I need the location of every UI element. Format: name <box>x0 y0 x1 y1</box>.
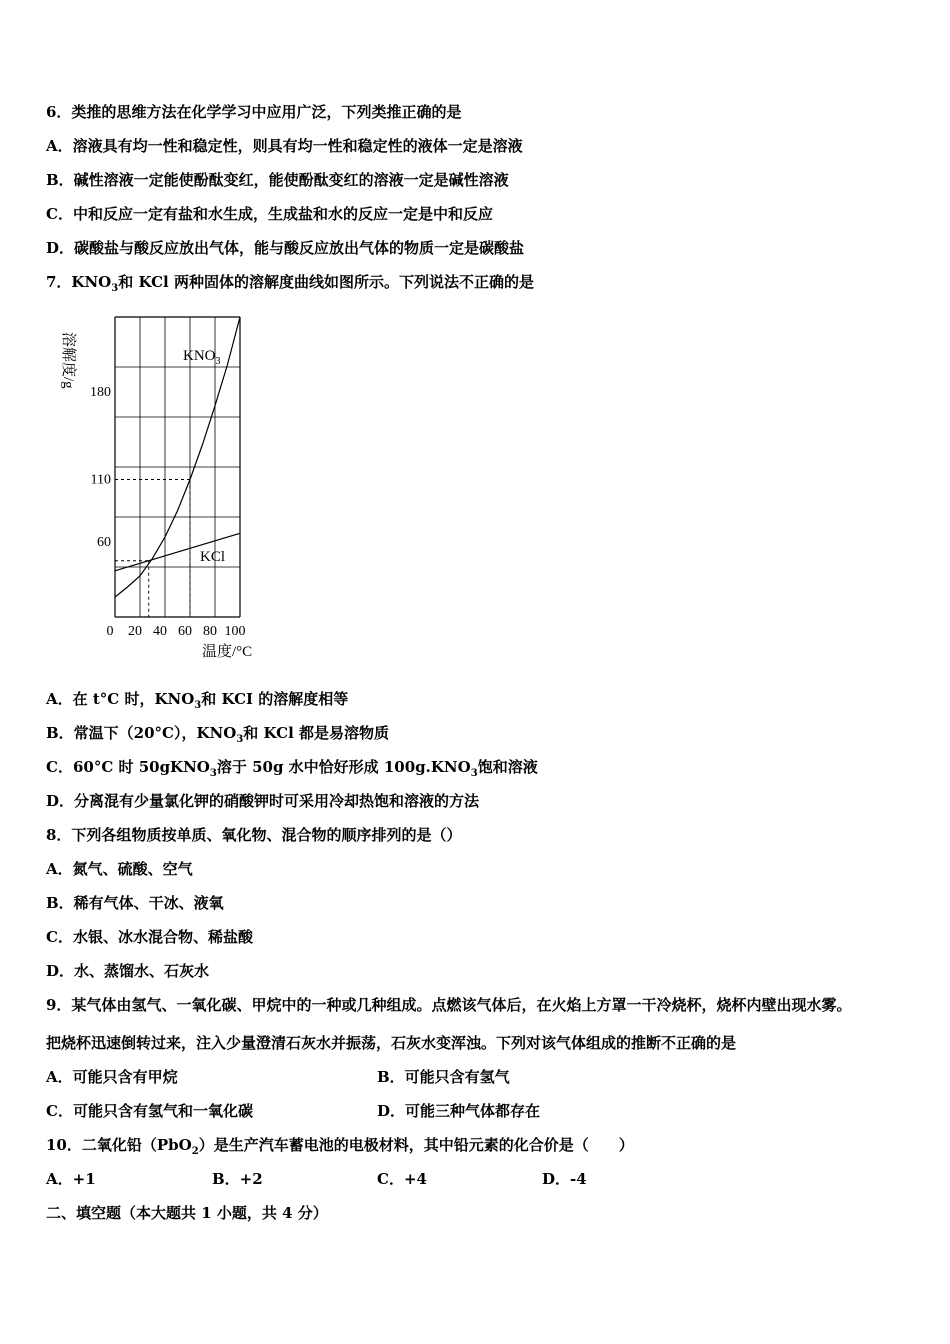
q7-c-part2: 溶于 50g 水中恰好形成 100g.KNO <box>216 758 471 776</box>
q10-stem-part1: 10．二氧化铅（PbO <box>46 1136 192 1154</box>
q7-stem-suffix: 和 KCl 两种固体的溶解度曲线如图所示。下列说法不正确的是 <box>118 273 534 291</box>
q9-option-d: D．可能三种气体都存在 <box>377 1102 541 1120</box>
q9-stem-line2: 把烧杯迅速倒转过来，注入少量澄清石灰水并振荡，石灰水变浑浊。下列对该气体组成的推断不正确的是 <box>46 1034 737 1052</box>
section-2-heading: 二、填空题（本大题共 1 小题，共 4 分） <box>46 1204 328 1222</box>
q10-option-c: C．+4 <box>377 1170 427 1188</box>
q6-option-b: B．碱性溶液一定能使酚酞变红，能使酚酞变红的溶液一定是碱性溶液 <box>46 171 509 189</box>
y-tick-label: 60 <box>97 535 111 550</box>
q8-option-b: B．稀有气体、干冰、液氧 <box>46 894 224 912</box>
q7-option-a <box>46 689 348 709</box>
q7-a-sub: 3 <box>194 700 202 711</box>
q7-b-part1: B．常温下（20°C），KNO <box>46 724 237 742</box>
q7-stem <box>46 272 534 292</box>
q6-stem: 6．类推的思维方法在化学学习中应用广泛，下列类推正确的是 <box>46 103 462 121</box>
series-label-kno3: $KNO_3$ <box>183 348 221 367</box>
q7-c-sub1: 3 <box>209 768 217 779</box>
q8-option-a: A．氮气、硫酸、空气 <box>46 860 193 878</box>
q10-stem-sub: 2 <box>191 1146 199 1157</box>
y-tick-label: 180 <box>90 385 111 400</box>
q6-option-d: D．碳酸盐与酸反应放出气体，能与酸反应放出气体的物质一定是碳酸盐 <box>46 239 525 257</box>
q8-option-d: D．水、蒸馏水、石灰水 <box>46 962 210 980</box>
q7-b-sub: 3 <box>236 734 244 745</box>
q10-stem <box>46 1135 634 1155</box>
q7-c-sub2: 3 <box>470 768 478 779</box>
y-axis-label: 溶解度/g <box>60 332 76 389</box>
q7-c-part1: C．60°C 时 50gKNO <box>46 758 210 776</box>
q6-option-c: C．中和反应一定有盐和水生成，生成盐和水的反应一定是中和反应 <box>46 205 493 223</box>
x-tick-label: 80 <box>203 624 217 639</box>
chart-grid <box>115 317 240 617</box>
x-tick-label: 100 <box>224 624 246 639</box>
q9-option-a: A．可能只含有甲烷 <box>46 1068 178 1086</box>
x-tick-label: 20 <box>128 624 142 639</box>
q6-option-a: A．溶液具有均一性和稳定性，则具有均一性和稳定性的液体一定是溶液 <box>46 137 523 155</box>
q7-stem-prefix: 7．KNO <box>46 273 112 291</box>
solubility-chart <box>40 300 280 670</box>
q8-stem: 8．下列各组物质按单质、氧化物、混合物的顺序排列的是（） <box>46 826 462 844</box>
q9-stem-line1: 9．某气体由氢气、一氧化碳、甲烷中的一种或几种组成。点燃该气体后，在火焰上方罩一干冷烧杯，烧杯内壁出现水雾。 <box>46 996 852 1014</box>
q7-a-part1: A．在 t°C 时，KNO <box>46 690 195 708</box>
q9-option-b: B．可能只含有氢气 <box>377 1068 510 1086</box>
q7-c-part3: 饱和溶液 <box>477 758 538 776</box>
x-tick-label: 60 <box>178 624 192 639</box>
chart-guides <box>115 480 190 618</box>
q7-b-part2: 和 KCl 都是易溶物质 <box>243 724 389 742</box>
q7-stem-sub: 3 <box>111 283 119 294</box>
series-label-kcl: KCl <box>200 549 226 565</box>
y-tick-label: 110 <box>90 472 111 488</box>
x-tick-label: 0 <box>106 624 114 639</box>
q7-a-part2: 和 KCI 的溶解度相等 <box>201 690 349 708</box>
q9-option-c: C．可能只含有氢气和一氧化碳 <box>46 1102 253 1120</box>
q7-option-c <box>46 757 538 777</box>
q7-option-b <box>46 723 389 743</box>
x-axis-label: 温度/°C <box>202 644 253 660</box>
q10-option-d: D．-4 <box>542 1170 587 1188</box>
q10-option-b: B．+2 <box>212 1170 263 1188</box>
x-tick-label: 40 <box>153 624 167 639</box>
q10-option-a: A．+1 <box>46 1170 96 1188</box>
chart-ticks <box>90 385 246 639</box>
q8-option-c: C．水银、冰水混合物、稀盐酸 <box>46 928 253 946</box>
q7-option-d: D．分离混有少量氯化钾的硝酸钾时可采用冷却热饱和溶液的方法 <box>46 792 480 810</box>
q10-stem-part2: ）是生产汽车蓄电池的电极材料，其中铅元素的化合价是（ ） <box>198 1136 634 1154</box>
